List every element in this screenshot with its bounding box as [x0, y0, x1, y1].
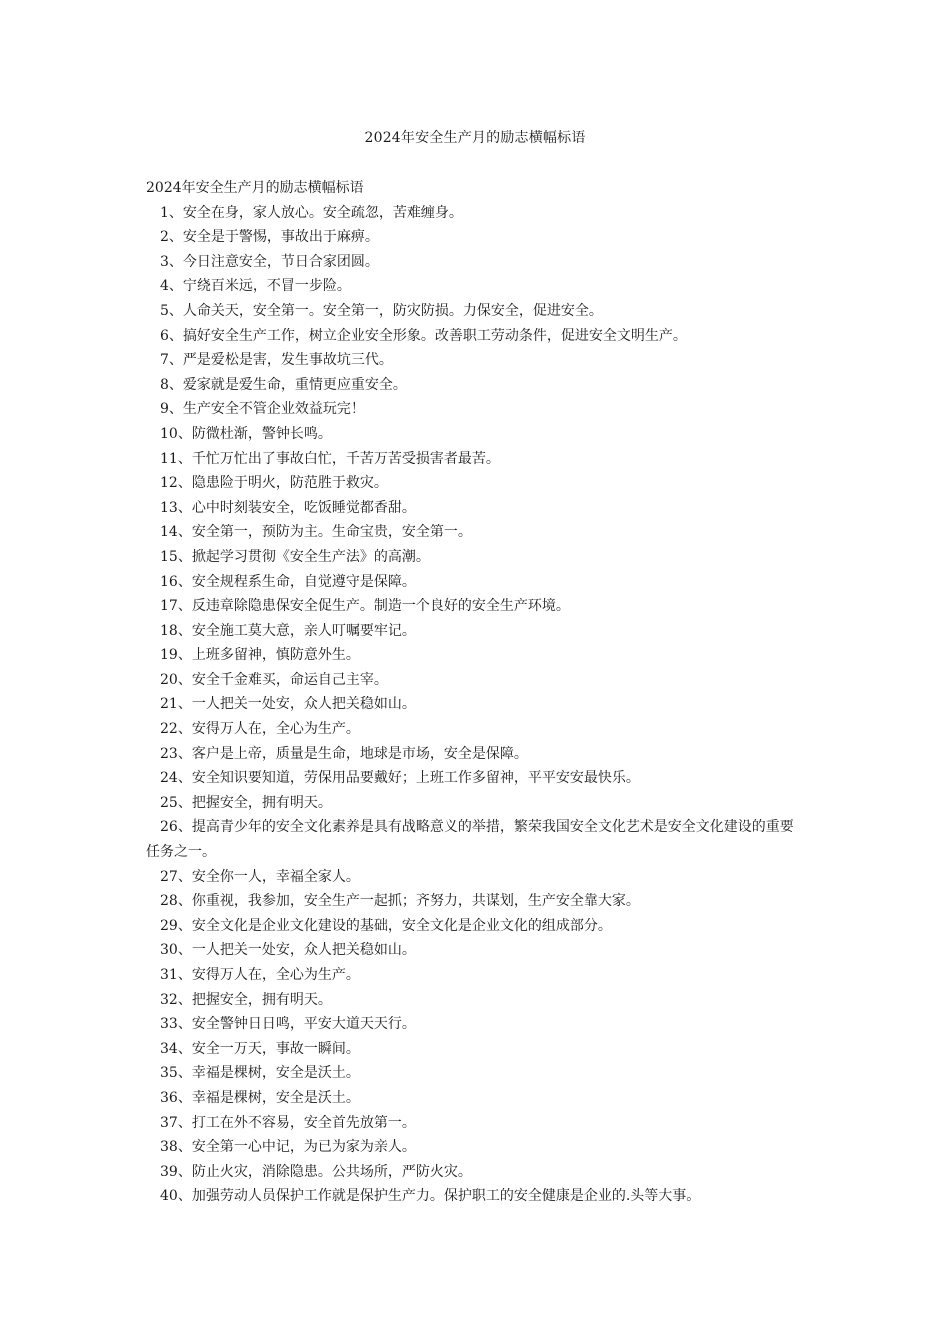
- slogan-item: 35、幸福是棵树，安全是沃土。: [160, 1065, 360, 1082]
- slogan-item: 19、上班多留神，慎防意外生。: [160, 647, 360, 664]
- slogan-item: 26、提高青少年的安全文化素养是具有战略意义的举措，繁荣我国安全文化艺术是安全文化建设的重要任务之一。: [146, 819, 794, 861]
- slogan-item: 25、把握安全，拥有明天。: [160, 794, 332, 811]
- slogan-item: 14、安全第一，预防为主。生命宝贵，安全第一。: [160, 524, 472, 541]
- slogan-item: 12、隐患险于明火，防范胜于救灾。: [160, 475, 388, 492]
- slogan-item: 16、安全规程系生命，自觉遵守是保障。: [160, 573, 416, 590]
- slogan-list: [146, 201, 806, 1209]
- slogan-item: 29、安全文化是企业文化建设的基础，安全文化是企业文化的组成部分。: [160, 917, 612, 934]
- slogan-item: 39、防止火灾，消除隐患。公共场所，严防火灾。: [160, 1163, 472, 1180]
- slogan-item: 6、搞好安全生产工作，树立企业安全形象。改善职工劳动条件，促进安全文明生产。: [160, 327, 687, 344]
- slogan-item: 27、安全你一人，幸福全家人。: [160, 868, 360, 885]
- slogan-item: 7、严是爱松是害，发生事故坑三代。: [160, 352, 393, 369]
- slogan-item: 10、防微杜渐，警钟长鸣。: [160, 425, 332, 442]
- slogan-item: 38、安全第一心中记，为已为家为亲人。: [160, 1139, 416, 1156]
- slogan-item: 3、今日注意安全，节日合家团圆。: [160, 253, 379, 270]
- document-subtitle: 2024年安全生产月的励志横幅标语: [146, 180, 364, 196]
- slogan-item: 36、幸福是棵树，安全是沃土。: [160, 1089, 360, 1106]
- slogan-item: 33、安全警钟日日鸣，平安大道天天行。: [160, 1016, 416, 1033]
- slogan-item: 30、一人把关一处安，众人把关稳如山。: [160, 942, 416, 959]
- slogan-item: 23、客户是上帝，质量是生命，地球是市场，安全是保障。: [160, 745, 528, 762]
- slogan-item: 1、安全在身，家人放心。安全疏忽，苦难缠身。: [160, 204, 463, 221]
- slogan-item: 31、安得万人在，全心为生产。: [160, 967, 360, 983]
- slogan-item: 17、反违章除隐患保安全促生产。制造一个良好的安全生产环境。: [160, 598, 570, 615]
- slogan-item: 34、安全一万天，事故一瞬间。: [160, 1040, 360, 1057]
- slogan-item: 37、打工在外不容易，安全首先放第一。: [160, 1114, 416, 1131]
- slogan-item: 4、宁绕百米远，不冒一步险。: [160, 278, 351, 295]
- slogan-item: 5、人命关天，安全第一。安全第一，防灾防损。力保安全，促进安全。: [160, 302, 603, 319]
- slogan-item: 13、心中时刻装安全，吃饭睡觉都香甜。: [160, 499, 416, 516]
- slogan-item: 15、掀起学习贯彻《安全生产法》的高潮。: [160, 548, 430, 565]
- slogan-item: 32、把握安全，拥有明天。: [160, 991, 332, 1008]
- slogan-item: 40、加强劳动人员保护工作就是保护生产力。保护职工的安全健康是企业的.头等大事。: [160, 1188, 701, 1205]
- slogan-item: 24、安全知识要知道，劳保用品要戴好；上班工作多留神，平平安安最快乐。: [160, 770, 640, 787]
- slogan-item: 20、安全千金难买，命运自己主宰。: [160, 671, 388, 688]
- slogan-item: 22、安得万人在，全心为生产。: [160, 721, 360, 738]
- document-title: 2024年安全生产月的励志横幅标语: [364, 130, 586, 146]
- slogan-item: 9、生产安全不管企业效益玩完！: [160, 401, 365, 418]
- slogan-item: 21、一人把关一处安，众人把关稳如山。: [160, 696, 416, 713]
- slogan-item: 28、你重视，我参加，安全生产一起抓；齐努力，共谋划，生产安全靠大家。: [160, 893, 640, 910]
- slogan-item: 18、安全施工莫大意，亲人叮嘱要牢记。: [160, 622, 416, 639]
- slogan-item: 8、爱家就是爱生命，重情更应重安全。: [160, 376, 407, 393]
- slogan-item: 2、安全是于警惕，事故出于麻痹。: [160, 229, 379, 246]
- document-body: [146, 176, 806, 1209]
- slogan-item: 11、千忙万忙出了事故白忙，千苦万苦受损害者最苦。: [160, 450, 500, 467]
